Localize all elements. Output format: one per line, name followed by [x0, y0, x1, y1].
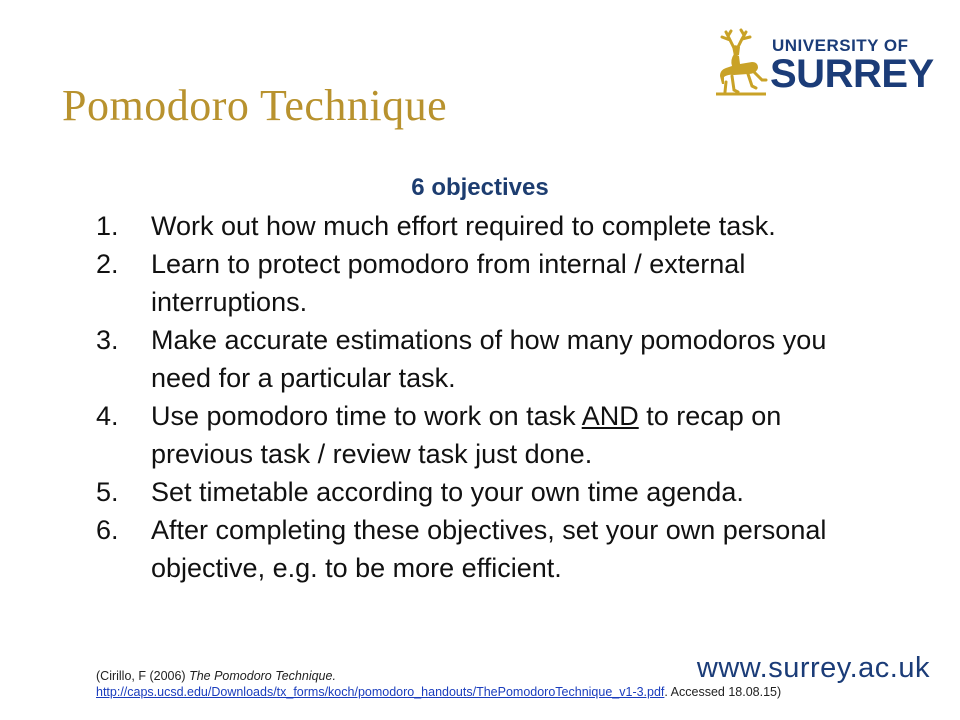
logo-line-university-of: UNIVERSITY OF — [772, 36, 909, 55]
objective-number: 1. — [96, 211, 119, 241]
objective-item — [96, 207, 876, 245]
objective-item — [96, 473, 876, 511]
citation-suffix: . Accessed 18.08.15) — [664, 685, 782, 699]
objective-number: 4. — [96, 401, 119, 431]
website-url: www.surrey.ac.uk — [696, 652, 930, 684]
objective-text-before: Use pomodoro time to work on task — [151, 401, 582, 431]
objective-number: 6. — [96, 515, 119, 545]
objective-text: Learn to protect pomodoro from internal / external interruptions. — [151, 249, 746, 317]
objective-text-after: to recap on previous task / review task just done. — [151, 401, 782, 469]
objective-item — [96, 397, 876, 473]
objective-emphasis: AND — [581, 401, 639, 431]
objective-number: 5. — [96, 477, 119, 507]
objective-number: 2. — [96, 249, 119, 279]
objective-text: After completing these objectives, set your own personal objective, e.g. to be more efficient. — [151, 515, 827, 583]
objective-text: Work out how much effort required to complete task. — [151, 211, 776, 241]
objectives-heading: 6 objectives — [411, 174, 549, 201]
objective-text: Set timetable according to your own time agenda. — [151, 477, 744, 507]
citation-book-title: The Pomodoro Technique. — [189, 669, 336, 683]
objective-item — [96, 245, 876, 321]
citation-link[interactable]: http://caps.ucsd.edu/Downloads/tx_forms/koch/pomodoro_handouts/ThePomodoroTechnique_v1-3.pdf — [96, 685, 665, 699]
university-logo — [712, 28, 932, 100]
objective-number: 3. — [96, 325, 119, 355]
stag-icon — [712, 28, 770, 98]
objectives-list — [96, 207, 876, 587]
objective-item — [96, 511, 876, 587]
logo-line-surrey: SURREY — [770, 52, 934, 96]
objective-item — [96, 321, 876, 397]
slide-title: Pomodoro Technique — [62, 81, 448, 130]
citation-prefix: (Cirillo, F (2006) — [96, 669, 190, 683]
objective-text: Make accurate estimations of how many pomodoros you need for a particular task. — [151, 325, 827, 393]
